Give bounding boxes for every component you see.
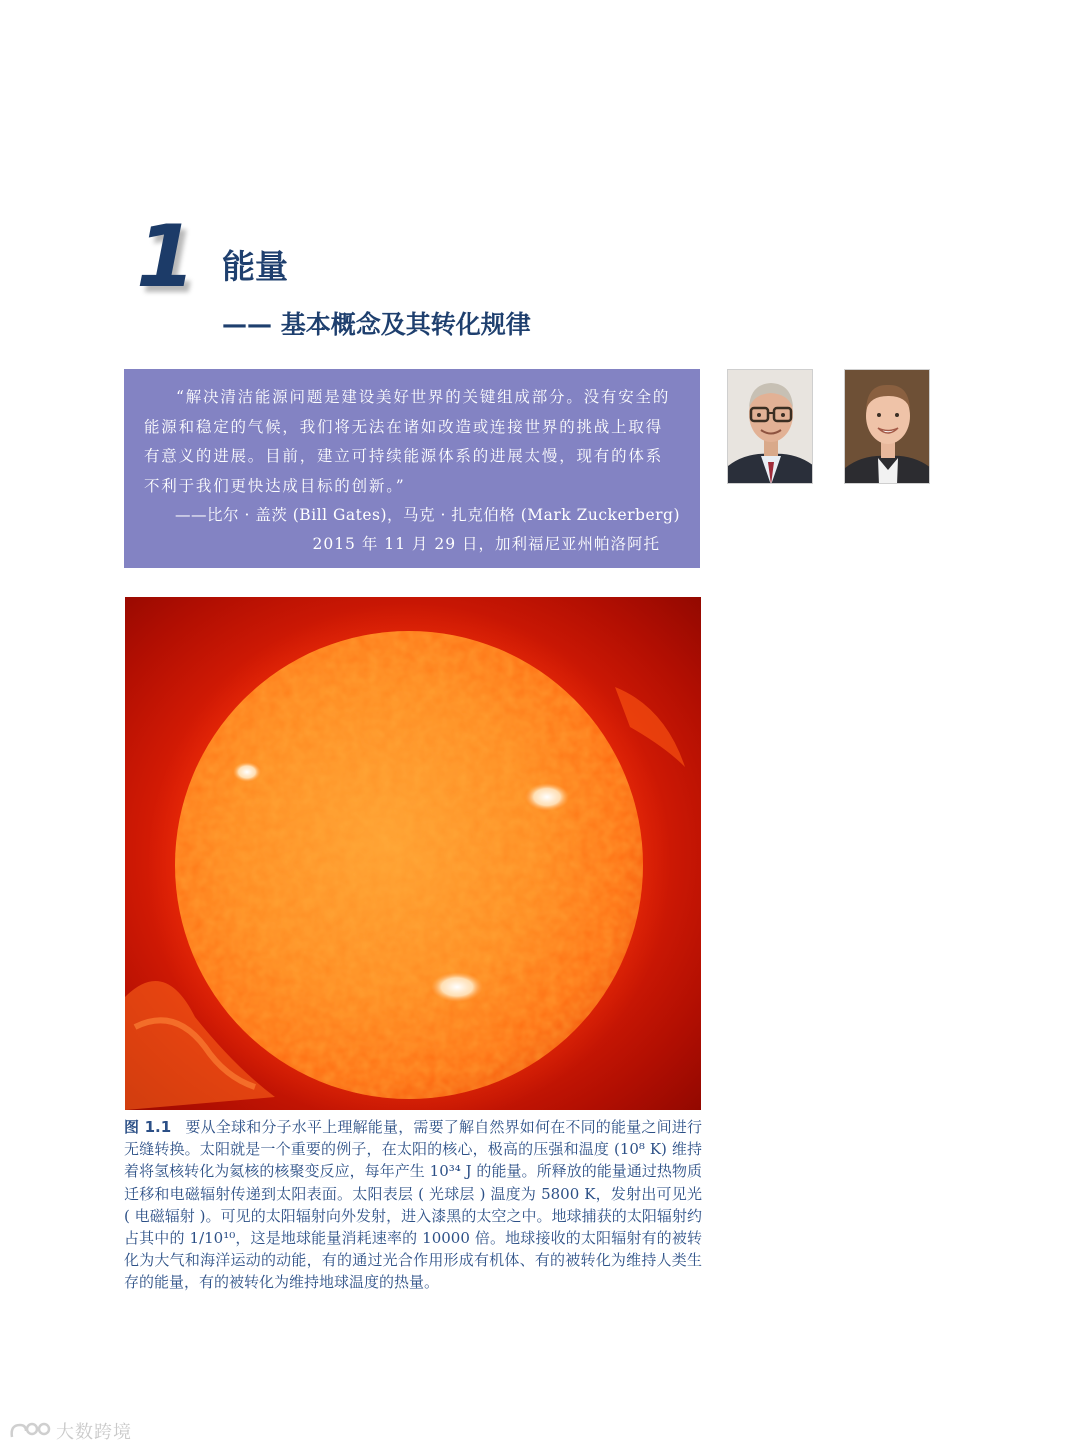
figure-label: 图 1.1	[124, 1118, 172, 1136]
quote-box	[124, 369, 700, 568]
watermark-logo-icon	[8, 1419, 52, 1443]
watermark-text: 大数跨境	[56, 1422, 132, 1443]
chapter-title: 能量	[222, 247, 288, 286]
quote-attribution: ——比尔 · 盖茨 (Bill Gates)，马克 · 扎克伯格 (Mark Zuckerberg)	[175, 506, 680, 524]
chapter-subtitle: —— 基本概念及其转化规律	[222, 310, 531, 339]
figure-caption-text: 要从全球和分子水平上理解能量，需要了解自然界如何在不同的能量之间进行无缝转换。太阳就是一个重要的例子，在太阳的核心，极高的压强和温度 (10⁸ K) 维持着将氢核转化为氦核的核聚变反应，每年产生 10³⁴ J 的能量。所释放的能量通过热物质迁移和电磁辐射传递到太阳表面。太阳表层 ( 光球层 ) 温度为 5800 K，发射出可见光 ( 电磁辐射 )。可见的太阳辐射向外发射，进入漆黑的太空之中。地球捕获的太阳辐射约占其中的 1/10¹⁰，这是地球能量消耗速率的 10000 倍。地球接收的太阳辐射有的被转化为大气和海洋运动的动能，有的通过光合作用形成有机体、有的被转化为维持人类生存的能量，有的被转化为维持地球温度的热量。	[124, 1118, 702, 1292]
portrait-bill-gates	[727, 369, 813, 484]
sun-photo	[125, 597, 701, 1110]
watermark	[8, 1418, 132, 1444]
figure-caption	[124, 1116, 702, 1294]
quote-text: “解决清洁能源问题是建设美好世界的关键组成部分。没有安全的能源和稳定的气候，我们将无法在诸如改造或连接世界的挑战上取得有意义的进展。目前，建立可持续能源体系的进展太慢，现有的体系不利于我们更快达成目标的创新。”	[144, 388, 671, 495]
quote-date-place: 2015 年 11 月 29 日，加利福尼亚州帕洛阿托	[312, 535, 660, 553]
chapter-number: 1	[136, 207, 196, 307]
portrait-mark-zuckerberg	[844, 369, 930, 484]
